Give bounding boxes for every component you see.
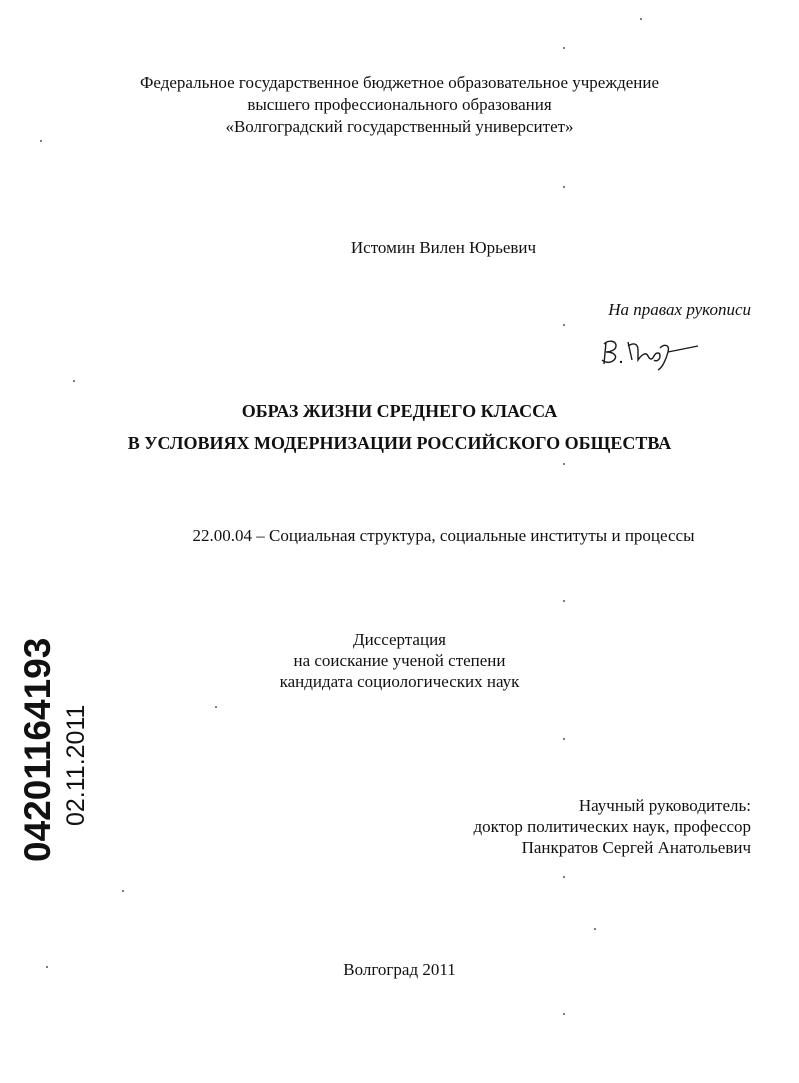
stamp-number: 04201164193: [17, 637, 58, 862]
scan-speck: [40, 140, 42, 142]
rights-note: На правах рукописи: [608, 300, 751, 319]
scan-speck: [563, 600, 565, 602]
institution-line-1: Федеральное государственное бюджетное образовательное учреждение: [139, 73, 660, 92]
institution-line-3: «Волгоградский государственный университет»: [225, 117, 574, 136]
scan-speck: [563, 324, 565, 326]
scan-speck: [640, 18, 642, 20]
author-name: Истомин Вилен Юрьевич: [350, 238, 537, 257]
scan-speck: [122, 890, 124, 892]
scan-speck: [563, 876, 565, 878]
city-year: Волгоград 2011: [343, 960, 456, 979]
scan-speck: [563, 463, 565, 465]
institution-line-2: высшего профессионального образования: [247, 95, 552, 114]
supervisor-label: Научный руководитель:: [578, 796, 751, 815]
degree-line-3: кандидата социологических наук: [279, 672, 520, 691]
stamp-date: 02.11.2011: [62, 704, 90, 826]
supervisor-credentials: доктор политических наук, профессор: [473, 817, 751, 836]
degree-line-1: Диссертация: [352, 630, 446, 649]
scan-speck: [215, 706, 217, 708]
scan-speck: [563, 1013, 565, 1015]
supervisor-name: Панкратов Сергей Анатольевич: [521, 838, 751, 857]
specialty: 22.00.04 – Социальная структура, социальные институты и процессы: [192, 526, 695, 545]
title-line-1: ОБРАЗ ЖИЗНИ СРЕДНЕГО КЛАССА: [241, 401, 558, 421]
signature-image: [598, 330, 702, 372]
scan-speck: [73, 380, 75, 382]
scan-speck: [594, 928, 596, 930]
degree-line-2: на соискание ученой степени: [293, 651, 506, 670]
scan-speck: [563, 738, 565, 740]
scan-speck: [46, 966, 48, 968]
scan-speck: [563, 186, 565, 188]
scan-speck: [563, 47, 565, 49]
title-line-2: В УСЛОВИЯХ МОДЕРНИЗАЦИИ РОССИЙСКОГО ОБЩЕСТВА: [127, 433, 672, 453]
